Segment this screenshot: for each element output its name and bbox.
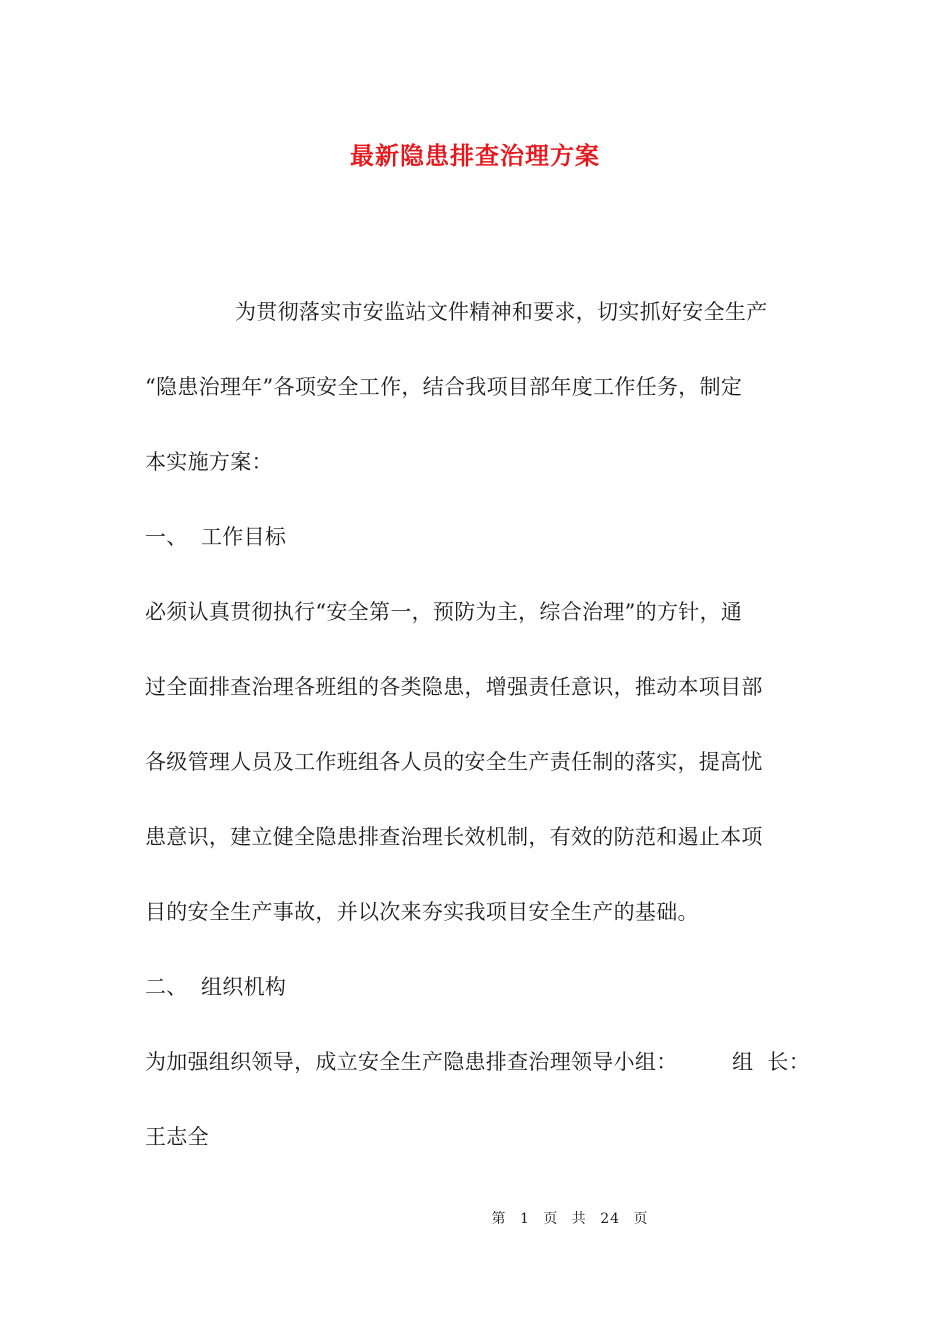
section-title: 工作目标	[201, 525, 287, 549]
footer-di: 第	[491, 1211, 507, 1227]
text-run: 必须认真贯彻执行“安全第一，预防为主，综合治理”的方针，通	[145, 600, 743, 624]
document-title: 最新隐患排查治理方案	[350, 141, 600, 170]
paragraph-line	[145, 650, 810, 725]
footer-ye: 页	[543, 1211, 559, 1227]
paragraph-line	[145, 875, 810, 950]
paragraph-line	[145, 350, 810, 425]
text-run: 为加强组织领导，成立安全生产隐患排查治理领导小组：	[145, 1050, 678, 1074]
footer-gong: 共	[571, 1211, 587, 1227]
person-name: 王志全	[145, 1125, 209, 1149]
section-heading-1	[145, 500, 810, 575]
paragraph-line	[145, 275, 810, 350]
document-body	[145, 275, 810, 1175]
paragraph-line	[145, 575, 810, 650]
paragraph-line	[145, 425, 810, 500]
paragraph-line	[145, 1100, 810, 1175]
page-number: 1	[519, 1211, 530, 1227]
paragraph-line	[145, 1025, 810, 1100]
text-run: 患意识，建立健全隐患排查治理长效机制，有效的防范和遏止本项	[145, 825, 763, 849]
paragraph-line	[145, 725, 810, 800]
text-run: 过全面排查治理各班组的各类隐患，增强责任意识，推动本项目部	[145, 675, 763, 699]
role-label: 组 长：	[732, 1050, 810, 1074]
text-run: 各级管理人员及工作班组各人员的安全生产责任制的落实，提高忧	[145, 750, 763, 774]
section-title: 组织机构	[201, 975, 287, 999]
text-run: 为贯彻落实市安监站文件精神和要求，切实抓好安全生产	[235, 300, 768, 324]
footer-ye: 页	[633, 1211, 649, 1227]
total-pages: 24	[600, 1211, 621, 1227]
paragraph-line	[145, 800, 810, 875]
section-heading-2	[145, 950, 810, 1025]
section-number: 一、	[145, 525, 188, 549]
page-footer	[0, 1208, 950, 1228]
text-run: 本实施方案：	[145, 450, 273, 474]
section-number: 二、	[145, 975, 188, 999]
text-run: “隐患治理年”各项安全工作，结合我项目部年度工作任务，制定	[145, 375, 743, 399]
text-run: 目的安全生产事故，并以次来夯实我项目安全生产的基础。	[145, 900, 699, 924]
